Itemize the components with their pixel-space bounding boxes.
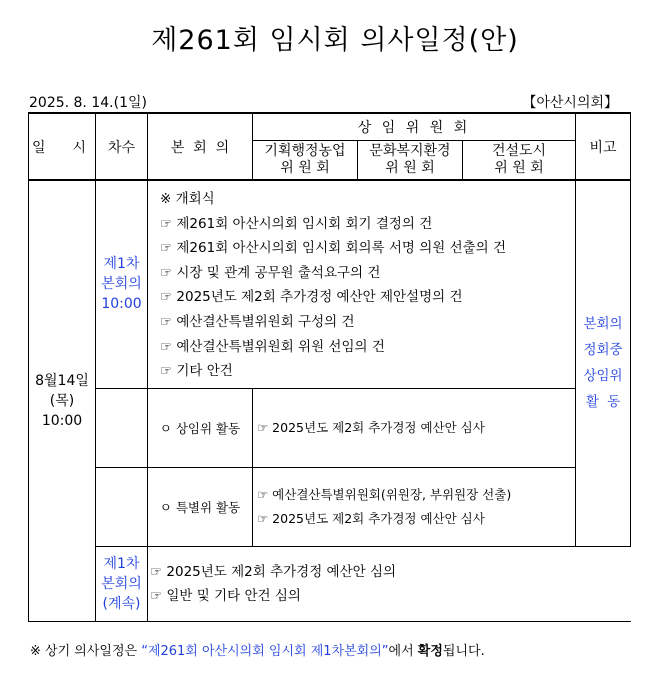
standing-item: ☞ 2025년도 제2회 추가경정 예산안 심사 — [253, 388, 576, 467]
special-items — [253, 467, 576, 546]
page-title: 제261회 임시회 의사일정(안) — [151, 25, 519, 56]
agenda-item: ☞ 예산결산특별위원회(위원장, 부위원장 선출) — [257, 486, 512, 502]
header-standing: 상 임 위 원 회 — [253, 113, 576, 141]
session-cont-label: 제1차 본회의 (계속) — [96, 546, 148, 621]
header-committee-2: 문화복지환경 위 원 회 — [358, 141, 463, 181]
special-order-cell — [96, 467, 148, 546]
agenda-item: ☞ 일반 및 기타 안건 심의 — [150, 587, 301, 604]
header-order: 차수 — [96, 113, 148, 180]
datetime-cell: 8월14일 (목) 10:00 — [29, 180, 96, 621]
meeting-date: 2025. 8. 14.(1일) — [29, 95, 147, 111]
footnote: ※ 상기 의사일정은 “제261회 아산시의회 임시회 제1차본회의”에서 확정됩니다. — [30, 644, 485, 659]
agenda-item: ☞ 2025년도 제2회 추가경정 예산안 심사 — [257, 510, 485, 526]
agenda-item: ☞ 예산결산특별위원회 구성의 건 — [160, 313, 355, 330]
session-cont-items — [148, 546, 631, 621]
session1-label: 제1차 본회의 10:00 — [96, 180, 148, 388]
agenda-item: ※ 개회식 — [160, 191, 215, 207]
header-plenary: 본 회 의 — [148, 113, 253, 180]
agenda-item: ☞ 제261회 아산시의회 임시회 회기 결정의 건 — [160, 215, 433, 232]
session1-items — [148, 180, 576, 388]
agenda-item: ☞ 2025년도 제2회 추가경정 예산안 제안설명의 건 — [160, 289, 463, 306]
header-note: 비고 — [576, 113, 631, 180]
header-committee-3: 건설도시 위 원 회 — [463, 141, 576, 181]
organization-label: 【아산시의회】 — [522, 95, 618, 111]
header-date: 일 시 — [29, 113, 96, 180]
special-label: ㅇ 특별위 활동 — [148, 467, 253, 546]
remark-cell: 본회의 정회중 상임위 활 동 — [576, 180, 631, 546]
standing-order-cell — [96, 388, 148, 467]
agenda-item: ☞ 기타 안건 — [160, 363, 233, 380]
header-committee-1: 기획행정농업 위 원 회 — [253, 141, 358, 181]
agenda-item: ☞ 예산결산특별위원회 위원 선임의 건 — [160, 338, 385, 355]
agenda-item: ☞ 제261회 아산시의회 임시회 회의록 서명 의원 선출의 건 — [160, 240, 507, 257]
standing-label: ㅇ 상임위 활동 — [148, 388, 253, 467]
agenda-item: ☞ 시장 및 관계 공무원 출석요구의 건 — [160, 264, 381, 281]
agenda-item: ☞ 2025년도 제2회 추가경정 예산안 심의 — [150, 563, 397, 580]
agenda-table — [28, 112, 631, 622]
